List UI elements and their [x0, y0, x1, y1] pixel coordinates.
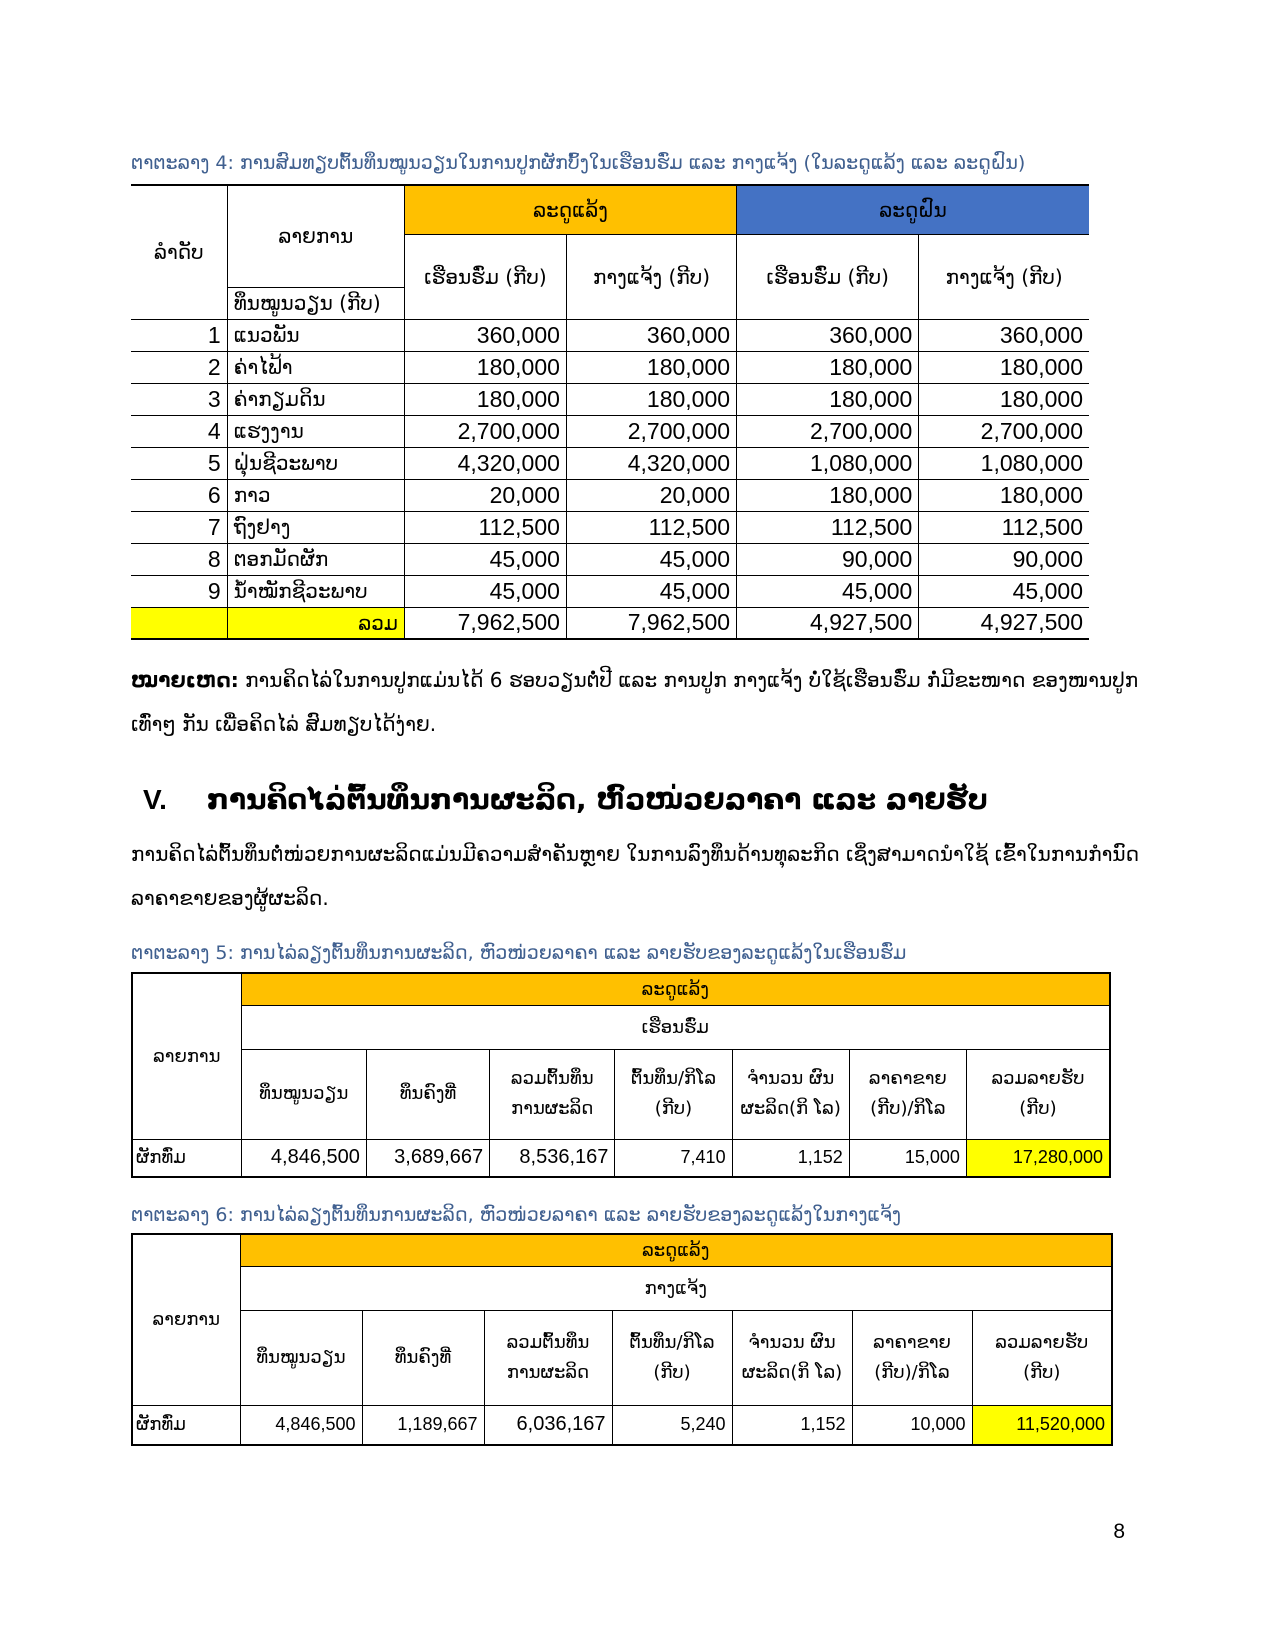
note-label: ໝາຍເຫດ:: [131, 668, 239, 692]
row-label: ຜັກທົ່ມ: [132, 1405, 240, 1445]
header-item: ລາຍການ: [132, 973, 241, 1139]
header-col2: ກາງແຈ້ງ (ກີບ): [566, 234, 736, 319]
total-row: ລວມ 7,962,500 7,962,500 4,927,500 4,927,500: [131, 607, 1089, 639]
table4-caption: ຕາຕະລາງ 4: ການສົມທຽບຕົ້ນທຶນໝູນວຽນໃນການປູກຜັກບົ້ງໃນເຮືອນຮົ່ມ ແລະ ກາງແຈ້ງ (ໃນລະດູແລ້ງ ແລະ ລະດູຝົນ): [131, 152, 1026, 174]
section-number: V.: [143, 784, 167, 815]
total-label: ລວມ: [227, 607, 404, 639]
table-row: 2 ຄ່າໄຟ້າ 180,000 180,000 180,000 180,000: [131, 351, 1089, 383]
row-label: ຜັກທົ່ມ: [132, 1139, 241, 1177]
section-title: ການຄິດໄລ່ຕົ້ນທຶນການຜະລິດ, ຫົວໜ່ວຍລາຄາ ແລະ ລາຍຮັບ: [206, 783, 988, 816]
table-row: 7 ຖົງຢາງ 112,500 112,500 112,500 112,500: [131, 511, 1089, 543]
table5: [131, 972, 1111, 1178]
header-col: ຕົ້ນທຶນ/ກິໂລ (ກີບ): [615, 1049, 732, 1139]
table-row: 8 ຕອກມັດຜັກ 45,000 45,000 90,000 90,000: [131, 543, 1089, 575]
table-row: 5 ຝຸ່ນຊີວະພາບ 4,320,000 4,320,000 1,080,000 1,080,000: [131, 447, 1089, 479]
table-row: 3 ຄ່າກຽມດິນ 180,000 180,000 180,000 180,000: [131, 383, 1089, 415]
header-col: ຕົ້ນທຶນ/ກິໂລ (ກີບ): [612, 1310, 732, 1405]
header-index: ລຳດັບ: [131, 185, 227, 319]
table-row: ຜັກທົ່ມ 4,846,500 1,189,667 6,036,167 5,240 1,152 10,000 11,520,000: [132, 1405, 1112, 1445]
table-row: 1 ແນວພັນ 360,000 360,000 360,000 360,000: [131, 319, 1089, 351]
header-col: ຈຳນວນ ຜົນຜະລິດ(ກິ ໂລ): [732, 1049, 849, 1139]
header-col1: ເຮືອນຮົ່ມ (ກີບ): [404, 234, 566, 319]
header-col: ລາຄາຂາຍ (ກີບ)/ກິໂລ: [849, 1049, 966, 1139]
header-col: ລວມຕົ້ນທຶນ ການຜະລິດ: [490, 1049, 615, 1139]
header-dry-season: ລະດູແລ້ງ: [404, 185, 736, 234]
header-col: ລວມລາຍຮັບ (ກີບ): [972, 1310, 1112, 1405]
header-item: ລາຍການ: [227, 185, 404, 287]
table6-caption: ຕາຕະລາງ 6: ການໄລ່ລຽງຕົ້ນທຶນການຜະລິດ, ຫົວໜ່ວຍລາຄາ ແລະ ລາຍຮັບຂອງລະດູແລ້ງໃນກາງແຈ້ງ: [131, 1204, 902, 1226]
header-col: ທຶນໝູນວຽນ: [241, 1049, 366, 1139]
header-item: ລາຍການ: [132, 1234, 240, 1405]
table6: [131, 1233, 1113, 1446]
header-col: ຈຳນວນ ຜົນຜະລິດ(ກິ ໂລ): [732, 1310, 852, 1405]
header-col: ທຶນໝູນວຽນ: [240, 1310, 362, 1405]
note-text: ການຄິດໄລ່ໃນການປູກແມ່ນໄດ້ 6 ຮອບວຽນຕໍ່ປີ ແລະ ການປູກ ກາງແຈ້ງ ບໍ່ໃຊ້ເຮືອນຮົ່ມ ກໍ່ມີຂະໜາດ ຂອງໜານປູກ ເທົ່າໆ ກັນ ເພື່ອຄິດໄລ່ ສົມທຽບໄດ້ງ່າຍ.: [131, 668, 1139, 736]
table-row: 9 ນ້ຳໝັກຊີວະພາບ 45,000 45,000 45,000 45,000: [131, 575, 1089, 607]
header-col: ລວມລາຍຮັບ (ກີບ): [966, 1049, 1110, 1139]
header-col: ລວມຕົ້ນທຶນ ການຜະລິດ: [484, 1310, 612, 1405]
header-col3: ເຮືອນຮົ່ມ (ກີບ): [737, 234, 919, 319]
header-col: ລາຄາຂາຍ (ກີບ)/ກິໂລ: [852, 1310, 972, 1405]
header-place: ເຮືອນຮົ່ມ: [241, 1005, 1110, 1049]
header-col4: ກາງແຈ້ງ (ກີບ): [919, 234, 1089, 319]
header-subtitle: ທຶນໝູນວຽນ (ກີບ): [227, 287, 404, 319]
table4-note: [131, 658, 1141, 746]
header-season: ລະດູແລ້ງ: [240, 1234, 1112, 1266]
header-wet-season: ລະດູຝົນ: [737, 185, 1089, 234]
page-number: 8: [1113, 1520, 1125, 1543]
header-col: ທຶນຄົງທີ່: [366, 1049, 489, 1139]
section-heading: [143, 783, 988, 816]
header-col: ທຶນຄົງທີ່: [362, 1310, 484, 1405]
table-row: ຜັກທົ່ມ 4,846,500 3,689,667 8,536,167 7,410 1,152 15,000 17,280,000: [132, 1139, 1110, 1177]
table-row: 4 ແຮງງານ 2,700,000 2,700,000 2,700,000 2,700,000: [131, 415, 1089, 447]
table4: [131, 184, 1089, 640]
table-row: 6 ກາວ 20,000 20,000 180,000 180,000: [131, 479, 1089, 511]
table5-caption: ຕາຕະລາງ 5: ການໄລ່ລຽງຕົ້ນທຶນການຜະລິດ, ຫົວໜ່ວຍລາຄາ ແລະ ລາຍຮັບຂອງລະດູແລ້ງໃນເຮືອນຮົ່ມ: [131, 942, 907, 964]
header-place: ກາງແຈ້ງ: [240, 1266, 1112, 1310]
section-paragraph: ການຄິດໄລ່ຕົ້ນທຶນຕໍ່ໜ່ວຍການຜະລິດແມ່ນມີຄວາມສຳຄັນຫຼາຍ ໃນການລົງທຶນດ້ານທຸລະກິດ ເຊິ່ງສາມາດນຳໃຊ້ ເຂົ້າໃນການກຳນົດລາຄາຂາຍຂອງຜູ້ຜະລິດ.: [131, 842, 1139, 910]
header-season: ລະດູແລ້ງ: [241, 973, 1110, 1005]
